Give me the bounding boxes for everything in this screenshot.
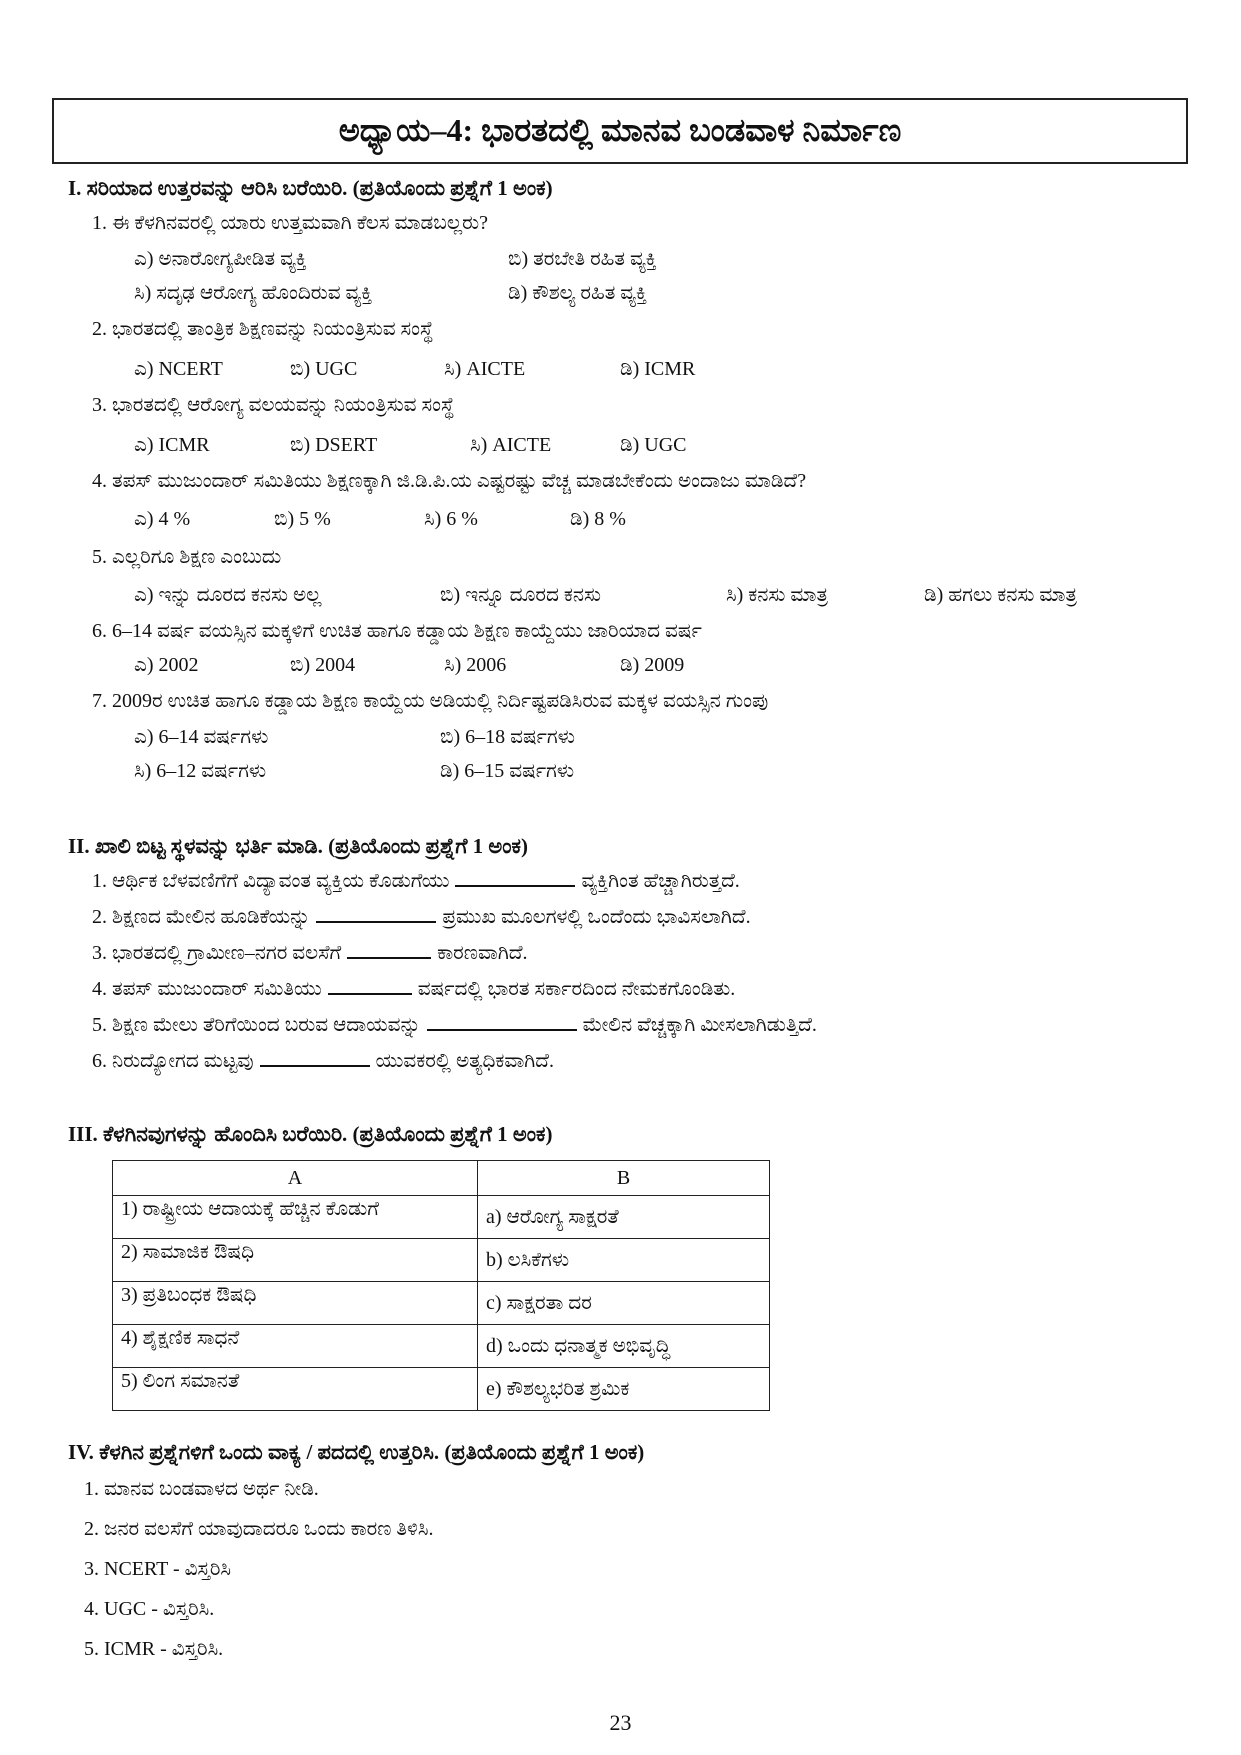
fill-item-4-pre: 4. ತಪಸ್ ಮುಜುಂದಾರ್ ಸಮಿತಿಯು [92, 978, 322, 1000]
q1-option-b: ಬಿ) ತರಬೇತಿ ರಹಿತ ವ್ಯಕ್ತಿ [508, 248, 657, 270]
q2-option-d: ಡಿ) ICMR [620, 358, 696, 380]
column-a-cell: 4) ಶೈಕ್ಷಣಿಕ ಸಾಧನೆ [113, 1325, 478, 1368]
q6-option-b: ಬಿ) 2004 [290, 654, 356, 676]
fill-item-4-post: ವರ್ಷದಲ್ಲಿ ಭಾರತ ಸರ್ಕಾರದಿಂದ ನೇಮಕಗೊಂಡಿತು. [417, 978, 736, 1000]
section-4-heading: IV. ಕೆಳಗಿನ ಪ್ರಶ್ನೆಗಳಿಗೆ ಒಂದು ವಾಕ್ಯ / ಪದದಲ್ಲಿ ಉತ್ತರಿಸಿ. (ಪ್ರತಿಯೊಂದು ಪ್ರಶ್ನೆಗೆ 1 ಅಂಕ) [68, 1440, 645, 1464]
column-a-cell: 3) ಪ್ರತಿಬಂಧಕ ಔಷಧಿ [113, 1282, 478, 1325]
fill-item-5 [92, 1014, 817, 1037]
q4-option-b: ಬಿ) 5 % [274, 508, 331, 530]
match-table [112, 1160, 770, 1411]
short-answer-3: 3. NCERT - ವಿಸ್ತರಿಸಿ [84, 1558, 232, 1580]
fill-item-5-pre: 5. ಶಿಕ್ಷಣ ಮೇಲು ತೆರಿಗೆಯಿಂದ ಬರುವ ಆದಾಯವನ್ನು [92, 1014, 421, 1036]
page-number: 23 [609, 1710, 632, 1735]
q2-question: 2. ಭಾರತದಲ್ಲಿ ತಾಂತ್ರಿಕ ಶಿಕ್ಷಣವನ್ನು ನಿಯಂತ್ರಿಸುವ ಸಂಸ್ಥೆ [92, 318, 434, 340]
q7-option-c: ಸಿ) 6–12 ವರ್ಷಗಳು [134, 760, 267, 782]
q6-question: 6. 6–14 ವರ್ಷ ವಯಸ್ಸಿನ ಮಕ್ಕಳಿಗೆ ಉಚಿತ ಹಾಗೂ ಕಡ್ಡಾಯ ಶಿಕ್ಷಣ ಕಾಯ್ದೆಯು ಜಾರಿಯಾದ ವರ್ಷ [92, 620, 702, 642]
table-row [113, 1196, 770, 1239]
q5-option-a: ಎ) ಇನ್ನು ದೂರದ ಕನಸು ಅಲ್ಲ [134, 584, 322, 606]
q1-question: 1. ಈ ಕೆಳಗಿನವರಲ್ಲಿ ಯಾರು ಉತ್ತಮವಾಗಿ ಕೆಲಸ ಮಾಡಬಲ್ಲರು? [92, 212, 488, 234]
column-a-header: A [113, 1161, 478, 1196]
q5-option-d: ಡಿ) ಹಗಲು ಕನಸು ಮಾತ್ರ [924, 584, 1077, 606]
section-3-heading: III. ಕೆಳಗಿನವುಗಳನ್ನು ಹೊಂದಿಸಿ ಬರೆಯಿರಿ. (ಪ್ರತಿಯೊಂದು ಪ್ರಶ್ನೆಗೆ 1 ಅಂಕ) [68, 1122, 553, 1146]
fill-item-1 [92, 870, 740, 893]
fill-item-6-post: ಯುವಕರಲ್ಲಿ ಅತ್ಯಧಿಕವಾಗಿದೆ. [375, 1050, 554, 1072]
q3-question: 3. ಭಾರತದಲ್ಲಿ ಆರೋಗ್ಯ ವಲಯವನ್ನು ನಿಯಂತ್ರಿಸುವ ಸಂಸ್ಥೆ [92, 394, 455, 416]
q7-option-b: ಬಿ) 6–18 ವರ್ಷಗಳು [440, 726, 575, 748]
table-row [113, 1282, 770, 1325]
section-1-heading: I. ಸರಿಯಾದ ಉತ್ತರವನ್ನು ಆರಿಸಿ ಬರೆಯಿರಿ. (ಪ್ರತಿಯೊಂದು ಪ್ರಶ್ನೆಗೆ 1 ಅಂಕ) [68, 176, 553, 200]
fill-item-3 [92, 942, 528, 965]
column-b-cell: b) ಲಸಿಕೆಗಳು [478, 1239, 770, 1282]
q1-option-c: ಸಿ) ಸದೃಢ ಆರೋಗ್ಯ ಹೊಂದಿರುವ ವ್ಯಕ್ತಿ [134, 282, 373, 304]
q3-option-c: ಸಿ) AICTE [470, 434, 552, 456]
q3-option-d: ಡಿ) UGC [620, 434, 687, 456]
short-answer-1: 1. ಮಾನವ ಬಂಡವಾಳದ ಅರ್ಥ ನೀಡಿ. [84, 1478, 319, 1500]
q7-option-d: ಡಿ) 6–15 ವರ್ಷಗಳು [440, 760, 575, 782]
table-row [113, 1239, 770, 1282]
q6-option-a: ಎ) 2002 [134, 654, 199, 676]
match-table-header [113, 1161, 770, 1196]
q2-option-c: ಸಿ) AICTE [444, 358, 526, 380]
chapter-title-box [52, 98, 1188, 164]
blank-line [328, 992, 412, 995]
blank-line [427, 1028, 577, 1031]
fill-item-5-post: ಮೇಲಿನ ವೆಚ್ಚಕ್ಕಾಗಿ ಮೀಸಲಾಗಿಡುತ್ತಿದೆ. [582, 1014, 817, 1036]
q4-question: 4. ತಪಸ್ ಮುಜುಂದಾರ್ ಸಮಿತಿಯು ಶಿಕ್ಷಣಕ್ಕಾಗಿ ಜಿ.ಡಿ.ಪಿ.ಯ ಎಷ್ಟರಷ್ಟು ವೆಚ್ಚ ಮಾಡಬೇಕೆಂದು ಅಂದಾಜು ಮಾಡಿದೆ? [92, 470, 807, 492]
column-a-cell: 1) ರಾಷ್ಟ್ರೀಯ ಆದಾಯಕ್ಕೆ ಹೆಚ್ಚಿನ ಕೊಡುಗೆ [113, 1196, 478, 1239]
column-a-cell: 5) ಲಿಂಗ ಸಮಾನತೆ [113, 1368, 478, 1411]
q3-option-a: ಎ) ICMR [134, 434, 210, 456]
fill-item-2-pre: 2. ಶಿಕ್ಷಣದ ಮೇಲಿನ ಹೂಡಿಕೆಯನ್ನು [92, 906, 311, 928]
section-2-heading: II. ಖಾಲಿ ಬಿಟ್ಟ ಸ್ಥಳವನ್ನು ಭರ್ತಿ ಮಾಡಿ. (ಪ್ರತಿಯೊಂದು ಪ್ರಶ್ನೆಗೆ 1 ಅಂಕ) [68, 834, 528, 858]
fill-item-6 [92, 1050, 554, 1073]
blank-line [316, 920, 436, 923]
q1-option-a: ಎ) ಅನಾರೋಗ್ಯಪೀಡಿತ ವ್ಯಕ್ತಿ [134, 248, 307, 270]
short-answer-5: 5. ICMR - ವಿಸ್ತರಿಸಿ. [84, 1638, 224, 1660]
blank-line [260, 1064, 370, 1067]
table-row [113, 1325, 770, 1368]
column-b-cell: a) ಆರೋಗ್ಯ ಸಾಕ್ಷರತೆ [478, 1196, 770, 1239]
q6-option-c: ಸಿ) 2006 [444, 654, 507, 676]
column-b-cell: c) ಸಾಕ್ಷರತಾ ದರ [478, 1282, 770, 1325]
table-row [113, 1368, 770, 1411]
q2-option-b: ಬಿ) UGC [290, 358, 358, 380]
column-b-cell: e) ಕೌಶಲ್ಯಭರಿತ ಶ್ರಮಿಕ [478, 1368, 770, 1411]
q6-option-d: ಡಿ) 2009 [620, 654, 685, 676]
q5-option-b: ಬಿ) ಇನ್ನೂ ದೂರದ ಕನಸು [440, 584, 601, 606]
fill-item-1-post: ವ್ಯಕ್ತಿಗಿಂತ ಹೆಚ್ಚಾಗಿರುತ್ತದೆ. [581, 870, 740, 892]
short-answer-4: 4. UGC - ವಿಸ್ತರಿಸಿ. [84, 1598, 215, 1620]
q1-option-d: ಡಿ) ಕೌಶಲ್ಯ ರಹಿತ ವ್ಯಕ್ತಿ [508, 282, 647, 304]
q7-option-a: ಎ) 6–14 ವರ್ಷಗಳು [134, 726, 269, 748]
column-a-cell: 2) ಸಾಮಾಜಿಕ ಔಷಧಿ [113, 1239, 478, 1282]
q4-option-c: ಸಿ) 6 % [424, 508, 478, 530]
column-b-cell: d) ಒಂದು ಧನಾತ್ಮಕ ಅಭಿವೃದ್ಧಿ [478, 1325, 770, 1368]
fill-item-3-pre: 3. ಭಾರತದಲ್ಲಿ ಗ್ರಾಮೀಣ–ನಗರ ವಲಸೆಗೆ [92, 942, 342, 964]
q5-option-c: ಸಿ) ಕನಸು ಮಾತ್ರ [726, 584, 828, 606]
column-b-header: B [478, 1161, 770, 1196]
blank-line [347, 956, 431, 959]
q3-option-b: ಬಿ) DSERT [290, 434, 378, 456]
blank-line [455, 884, 575, 887]
q5-question: 5. ಎಲ್ಲರಿಗೂ ಶಿಕ್ಷಣ ಎಂಬುದು [92, 546, 282, 568]
q7-question: 7. 2009ರ ಉಚಿತ ಹಾಗೂ ಕಡ್ಡಾಯ ಶಿಕ್ಷಣ ಕಾಯ್ದೆಯ ಅಡಿಯಲ್ಲಿ ನಿರ್ದಿಷ್ಟಪಡಿಸಿರುವ ಮಕ್ಕಳ ವಯಸ್ಸಿನ ಗುಂಪು [92, 690, 769, 712]
fill-item-2-post: ಪ್ರಮುಖ ಮೂಲಗಳಲ್ಲಿ ಒಂದೆಂದು ಭಾವಿಸಲಾಗಿದೆ. [442, 906, 751, 928]
q4-option-a: ಎ) 4 % [134, 508, 191, 530]
fill-item-4 [92, 978, 735, 1001]
q2-option-a: ಎ) NCERT [134, 358, 223, 380]
fill-item-2 [92, 906, 751, 929]
chapter-title: ಅಧ್ಯಾಯ–4: ಭಾರತದಲ್ಲಿ ಮಾನವ ಬಂಡವಾಳ ನಿರ್ಮಾಣ [338, 112, 902, 148]
fill-item-3-post: ಕಾರಣವಾಗಿದೆ. [437, 942, 528, 964]
fill-item-1-pre: 1. ಆರ್ಥಿಕ ಬೆಳವಣಿಗೆಗೆ ವಿದ್ಯಾವಂತ ವ್ಯಕ್ತಿಯ ಕೊಡುಗೆಯು [92, 870, 450, 892]
q4-option-d: ಡಿ) 8 % [570, 508, 626, 530]
short-answer-2: 2. ಜನರ ವಲಸೆಗೆ ಯಾವುದಾದರೂ ಒಂದು ಕಾರಣ ತಿಳಿಸಿ. [84, 1518, 434, 1540]
fill-item-6-pre: 6. ನಿರುದ್ಯೋಗದ ಮಟ್ಟವು [92, 1050, 254, 1072]
